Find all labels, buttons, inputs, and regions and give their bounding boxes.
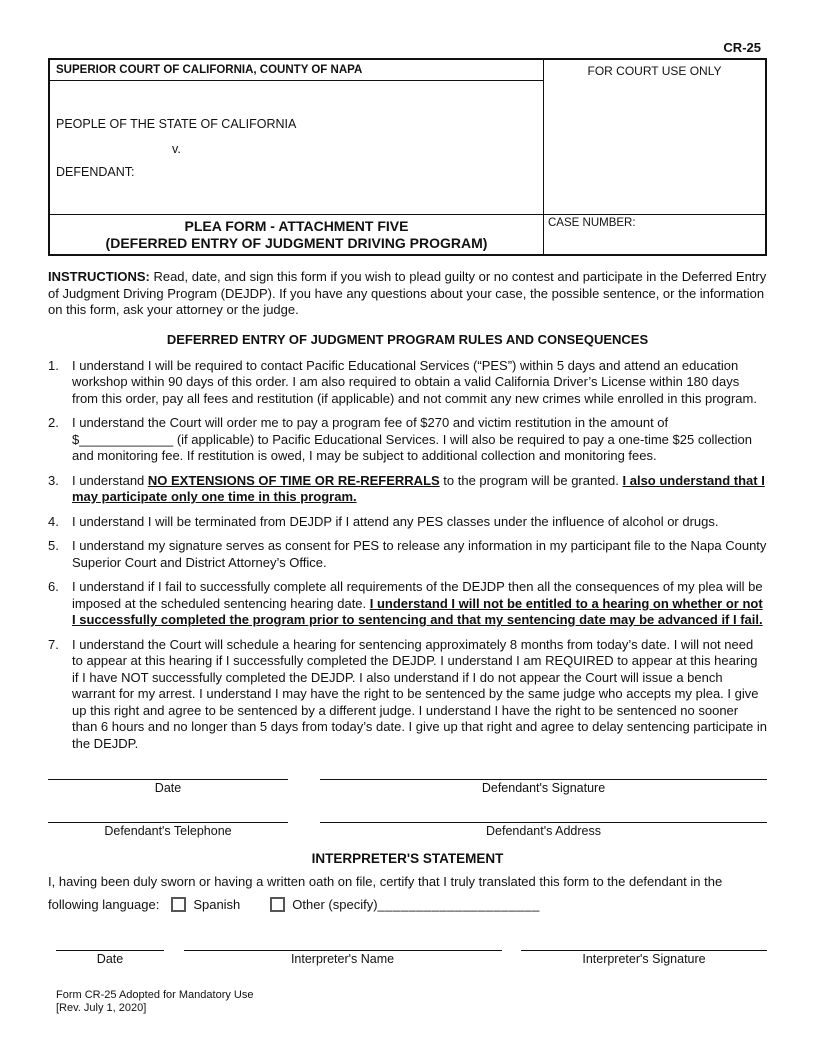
defendant-signature-block	[320, 779, 767, 795]
case-number-field[interactable]: CASE NUMBER:	[544, 214, 765, 254]
form-title-line2: (DEFERRED ENTRY OF JUDGMENT DRIVING PROGRAM)	[105, 235, 488, 251]
interpreter-signature-block	[521, 950, 767, 966]
interpreter-signature-row	[48, 950, 767, 966]
date-label: Date	[154, 781, 182, 795]
rule-text: I understand I will be required to contact Pacific Educational Services (“PES”) within 5 days and attend an education workshop within 90 days of this order. I am also required to obtain a valid California Driver’s License within 180 days from this order, pay all fees and restitution (if applicable) and not commit any new crimes while enrolled in this program.	[72, 357, 757, 406]
instructions-text: Read, date, and sign this form if you wish to plead guilty or no contest and participate in the Deferred Entry of Judgment Driving Program (DEJDP). If you have any questions about your case, the possible sentence, or the information on this form, ask your attorney or the judge.	[48, 269, 767, 317]
interpreter-statement-line1: I, having been duly sworn or having a written oath on file, certify that I truly translated this form to the defendant in the	[48, 874, 723, 889]
rule-item	[48, 579, 767, 629]
rule-item	[48, 473, 767, 506]
instructions-paragraph	[48, 269, 767, 319]
footer-line2: [Rev. July 1, 2020]	[56, 1002, 147, 1014]
spanish-label: Spanish	[193, 896, 241, 912]
following-language-label: following language:	[48, 896, 160, 912]
rule-text: I understand the Court will order me to pay a program fee of $270 and victim restitution in the amount of $_____________ (if applicable) to Pacific Educational Services. I will also be required to pay a one-time $25 collection and monitoring fee. If restitution is owed, I may be subject to additional collection and monitoring fees.	[72, 415, 753, 463]
defendant-signature-label: Defendant's Signature	[481, 781, 606, 795]
interpreter-date-block	[56, 950, 164, 966]
language-selection-row	[48, 897, 767, 912]
rule-text: I understand NO EXTENSIONS OF TIME OR RE-REFERRALS to the program will be granted. I also understand that I may participate only one time in this program.	[72, 472, 765, 504]
rules-list	[48, 358, 767, 753]
telephone-label: Defendant's Telephone	[104, 824, 232, 838]
other-language-checkbox[interactable]	[270, 897, 285, 912]
other-language-label: Other (specify)	[292, 896, 378, 912]
defendant-signature-row-1	[48, 779, 767, 795]
rule-number: 6.	[48, 579, 59, 594]
rule-text: I understand the Court will schedule a hearing for sentencing approximately 8 months from today’s date. I will not need to appear at this hearing if I successfully completed the DEJDP. I understand I am REQUIRED to appear at this hearing if I have NOT successfully completed the DEJDP. I also understand if I do not appear the Court will issue a bench warrant for my arrest. I understand I may have the right to be sentenced by the same judge who accepts my plea. I give up this right and agree to be sentenced by a different judge. I understand I have the right to be sentenced no sooner than 6 hours and no longer than 5 days from today’s date. I give up that right and agree to delay sentencing participate in the DEJDP.	[72, 636, 767, 751]
interpreter-name-block	[184, 950, 502, 966]
address-label: Defendant's Address	[486, 824, 601, 838]
case-caption	[50, 81, 543, 214]
form-footer	[56, 989, 767, 1016]
interpreter-statement-heading: INTERPRETER'S STATEMENT	[311, 851, 504, 866]
rule-item	[48, 415, 767, 465]
form-title	[50, 214, 543, 254]
for-court-use-label: FOR COURT USE ONLY	[587, 64, 722, 78]
rule-item	[48, 514, 767, 531]
versus-label: v.	[172, 142, 181, 156]
spanish-checkbox[interactable]	[171, 897, 186, 912]
rule-text: I understand my signature serves as consent for PES to release any information in my participant file to the Napa County Superior Court and District Attorney’s Office.	[72, 538, 767, 570]
rule-number: 4.	[48, 513, 59, 529]
rule-item	[48, 358, 767, 408]
rule-item	[48, 637, 767, 753]
address-block	[320, 822, 767, 838]
plaintiff-name: PEOPLE OF THE STATE OF CALIFORNIA	[56, 117, 297, 131]
rule-number: 1.	[48, 357, 59, 373]
interpreter-signature-label: Interpreter's Signature	[582, 951, 706, 966]
rule-number: 2.	[48, 415, 59, 430]
instructions-label: INSTRUCTIONS:	[48, 269, 150, 284]
rule-text: I understand if I fail to successfully complete all requirements of the DEJDP then all the consequences of my plea will be imposed at the scheduled sentencing hearing date. I understand I will not be entitled to a hearing on whether or not I successfully completed the program prior to sentencing and that my sentencing date may be advanced if I fail.	[72, 579, 763, 627]
rule-number: 3.	[48, 472, 59, 488]
rule-number: 5.	[48, 538, 59, 553]
form-title-line1: PLEA FORM - ATTACHMENT FIVE	[184, 218, 409, 234]
rule-text: I understand I will be terminated from DEJDP if I attend any PES classes under the influence of alcohol or drugs.	[72, 513, 719, 529]
interpreter-name-label: Interpreter's Name	[290, 951, 395, 966]
header-left-column	[50, 60, 544, 254]
rule-number: 7.	[48, 636, 59, 652]
court-name: SUPERIOR COURT OF CALIFORNIA, COUNTY OF NAPA	[50, 60, 543, 81]
interpreter-date-label: Date	[96, 951, 124, 966]
header-right-column	[544, 60, 765, 254]
defendant-signature-row-2	[48, 822, 767, 838]
date-signature-block	[48, 779, 288, 795]
form-code: CR-25	[723, 40, 761, 55]
rule-item	[48, 538, 767, 571]
footer-line1: Form CR-25 Adopted for Mandatory Use	[56, 988, 254, 1001]
rules-heading: DEFERRED ENTRY OF JUDGMENT PROGRAM RULES AND CONSEQUENCES	[166, 331, 649, 347]
header-table	[48, 58, 767, 256]
defendant-label: DEFENDANT:	[56, 165, 135, 179]
telephone-block	[48, 822, 288, 838]
other-language-blank[interactable]: _____________________	[377, 896, 540, 912]
